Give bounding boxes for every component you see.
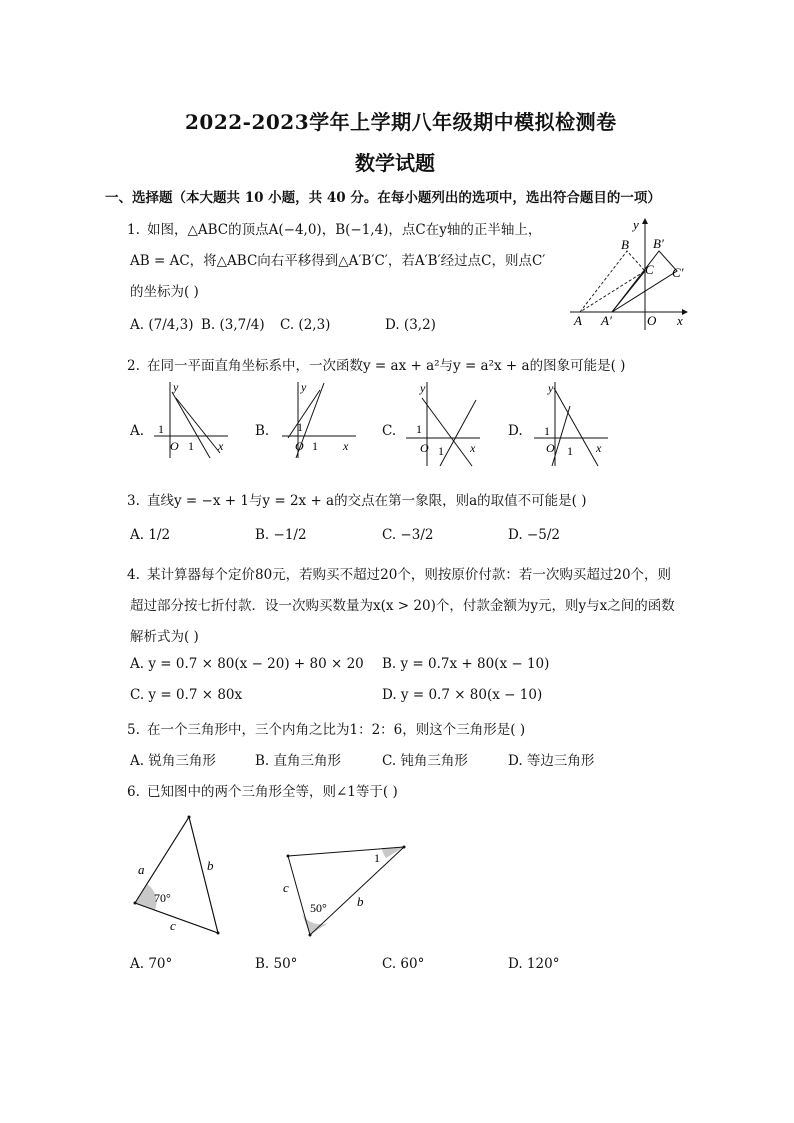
- q2-option-c: C.: [382, 423, 397, 439]
- q1-label-a: A: [574, 313, 582, 328]
- q2d-o: O: [546, 441, 555, 455]
- q1-label-b-prime: B′: [653, 236, 664, 251]
- question-1-text-1: 如图，△ABC的顶点A(−4,0)，B(−1,4)，点C在y轴的正半轴上，: [147, 222, 542, 238]
- question-4-line1: [127, 563, 671, 583]
- q2c-y: y: [420, 381, 426, 395]
- q2-option-b: B.: [255, 423, 270, 439]
- q2c-x: x: [470, 441, 476, 455]
- q2-graph-a: [150, 378, 230, 460]
- question-1-text-2: AB = AC，将△ABC向右平移得到△A′B′C′，若A′B′经过点C，则点C′: [130, 253, 546, 269]
- q2-graph-d: [530, 378, 610, 468]
- q1-label-a-prime: A′: [601, 313, 612, 328]
- q2-option-a: A.: [130, 423, 145, 439]
- question-2-text: 在同一平面直角坐标系中，一次函数y = ax + a²与y = a²x + a的图象可能是( ): [147, 358, 626, 374]
- q6-fig2-angle: 50°: [310, 901, 327, 915]
- q5-option-d: D. 等边三角形: [508, 753, 595, 769]
- question-1-line1: [127, 218, 541, 238]
- q1-label-c-prime: C′: [672, 265, 684, 280]
- question-2-line: [127, 354, 625, 374]
- q2a-y: y: [173, 380, 179, 394]
- q1-label-c: C: [645, 262, 654, 277]
- q6-fig2-angle-1: 1: [374, 851, 380, 865]
- exam-subtitle: 数学试题: [355, 151, 435, 175]
- q2a-x: x: [218, 439, 224, 453]
- q5-option-c: C. 钝角三角形: [382, 753, 468, 769]
- question-4-text-3: 解析式为( ): [130, 629, 199, 645]
- q2b-one-x: 1: [312, 439, 318, 453]
- question-3-line: [127, 489, 586, 509]
- q1-option-b: B. (3,7/4): [201, 317, 265, 333]
- q3-option-a: A. 1/2: [130, 527, 171, 543]
- q1-label-origin: O: [647, 313, 657, 328]
- q2c-one-x: 1: [438, 444, 444, 458]
- q2d-one-x: 1: [567, 444, 573, 458]
- q6-triangle-2: [280, 838, 410, 943]
- q2c-o: O: [420, 441, 429, 455]
- q6-fig1-side-c: c: [170, 918, 176, 933]
- q6-option-c: C. 60°: [382, 956, 425, 972]
- q4-option-a: A. y = 0.7 × 80(x − 20) + 80 × 20: [130, 656, 364, 672]
- q2c-one-y: 1: [416, 422, 422, 436]
- q2a-one-y: 1: [158, 422, 164, 436]
- question-1-text-3: 的坐标为( ): [130, 284, 199, 300]
- q1-label-x: x: [677, 313, 683, 328]
- question-5-line: [127, 718, 525, 738]
- q2b-o: O: [295, 439, 304, 453]
- q4-option-c: C. y = 0.7 × 80x: [130, 687, 243, 703]
- question-4-text-2: 超过部分按七折付款．设一次购买数量为x(x > 20)个，付款金额为y元，则y与x之间的函数: [130, 598, 675, 614]
- q1-label-y: y: [633, 217, 639, 232]
- q2b-y: y: [301, 380, 307, 394]
- q2a-o: O: [170, 439, 179, 453]
- q3-option-b: B. −1/2: [255, 527, 307, 543]
- question-6-line: [127, 780, 398, 800]
- question-5-number: 5.: [127, 722, 140, 738]
- q5-option-b: B. 直角三角形: [255, 753, 342, 769]
- q6-option-d: D. 120°: [508, 956, 560, 972]
- exam-title: 2022-2023学年上学期八年级期中模拟检测卷: [185, 110, 617, 134]
- q6-fig1-side-a: a: [138, 862, 145, 877]
- question-1-number: 1.: [127, 222, 140, 238]
- q1-option-d: D. (3,2): [385, 317, 436, 333]
- q2-option-d: D.: [508, 423, 523, 439]
- q3-option-d: D. −5/2: [508, 527, 560, 543]
- q3-option-c: C. −3/2: [382, 527, 434, 543]
- q2-graph-c: [402, 378, 482, 468]
- q1-label-b: B: [621, 237, 629, 252]
- question-3-number: 3.: [127, 493, 140, 509]
- q4-option-d: D. y = 0.7 × 80(x − 10): [382, 687, 543, 703]
- q6-triangle-1: [125, 810, 235, 940]
- q4-option-b: B. y = 0.7x + 80(x − 10): [382, 656, 550, 672]
- question-6-text: 已知图中的两个三角形全等，则∠1等于( ): [147, 784, 398, 800]
- q1-figure: [565, 215, 690, 333]
- section-heading: 一、选择题（本大题共 10 小题，共 40 分。在每小题列出的选项中，选出符合题目的一项）: [105, 190, 661, 206]
- question-4-number: 4.: [127, 567, 140, 583]
- q6-fig1-angle: 70°: [154, 891, 171, 905]
- q5-option-a: A. 锐角三角形: [130, 753, 216, 769]
- q2d-one-y: 1: [544, 424, 550, 438]
- question-5-text: 在一个三角形中，三个内角之比为1：2：6，则这个三角形是( ): [147, 722, 526, 738]
- q6-fig2-side-c: c: [283, 880, 289, 895]
- q6-fig1-side-b: b: [207, 858, 214, 873]
- q6-fig2-side-b: b: [357, 894, 364, 909]
- question-4-text-1: 某计算器每个定价80元，若购买不超过20个，则按原价付款：若一次购买超过20个，则: [147, 567, 672, 583]
- q2d-y: y: [548, 381, 554, 395]
- q1-option-c: C. (2,3): [280, 317, 331, 333]
- question-6-number: 6.: [127, 784, 140, 800]
- q2b-x: x: [343, 439, 349, 453]
- question-3-text: 直线y = −x + 1与y = 2x + a的交点在第一象限，则a的取值不可能是( ): [147, 493, 587, 509]
- q1-option-a: A. (7/4,3): [130, 317, 194, 333]
- q2d-x: x: [596, 441, 602, 455]
- q2b-one-y: 1: [297, 420, 303, 434]
- q6-option-b: B. 50°: [255, 956, 298, 972]
- q6-angle-50-mark: [302, 914, 328, 935]
- q2a-one-x: 1: [188, 439, 194, 453]
- question-2-number: 2.: [127, 358, 140, 374]
- q2-graph-b: [278, 378, 358, 460]
- q6-option-a: A. 70°: [130, 956, 173, 972]
